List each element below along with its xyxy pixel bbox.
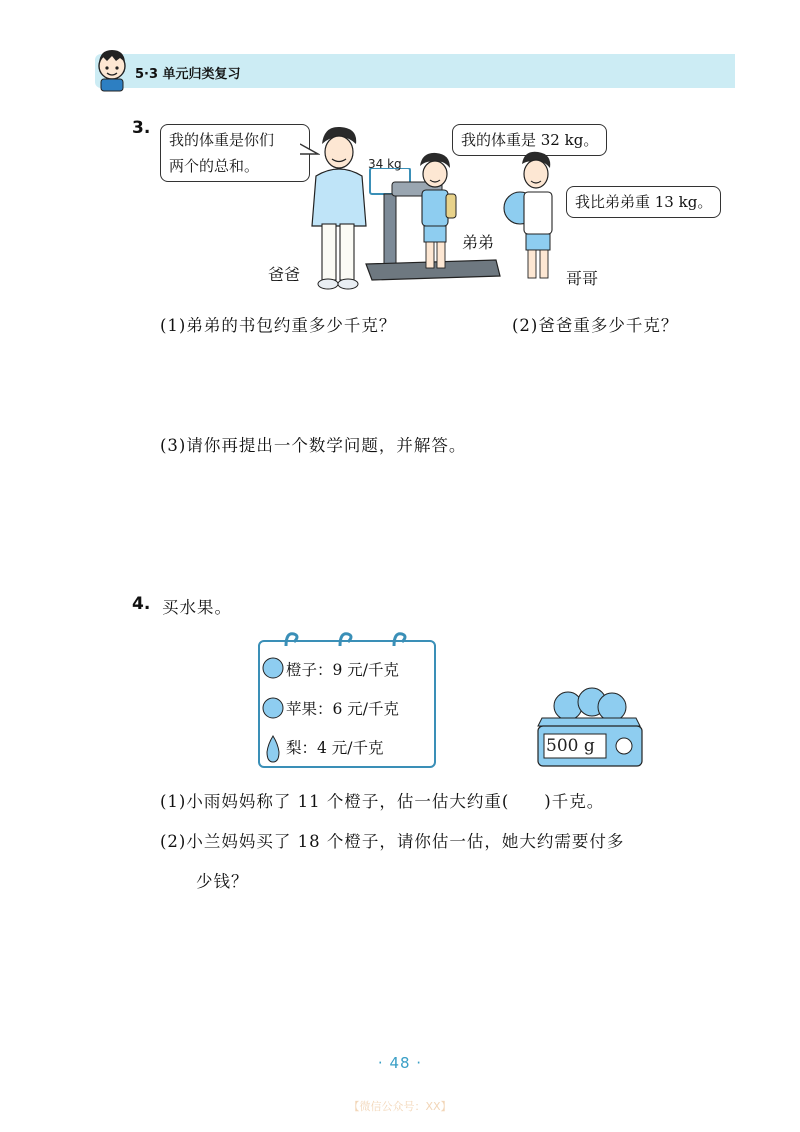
price-orange: 橙子：9 元/千克 bbox=[286, 661, 400, 679]
label-older-brother: 哥哥 bbox=[566, 269, 599, 288]
q3-subquestion-1: (1)弟弟的书包约重多少千克？ bbox=[160, 316, 397, 335]
q3-subquestion-3: (3)请你再提出一个数学问题，并解答。 bbox=[160, 436, 467, 455]
price-apple: 苹果：6 元/千克 bbox=[286, 700, 400, 718]
kitchen-scale-reading: 500 g bbox=[546, 736, 595, 756]
dad-speech-bubble bbox=[160, 124, 310, 182]
pear-icon bbox=[267, 736, 279, 762]
older-brother-speech-bubble: 我比弟弟重 13 kg。 bbox=[566, 186, 721, 218]
label-younger-brother: 弟弟 bbox=[462, 233, 495, 252]
older-brother-figure bbox=[500, 150, 564, 288]
footer-watermark: 【微信公众号：XX】 bbox=[348, 1100, 452, 1113]
younger-brother-figure bbox=[412, 150, 460, 276]
brother-speech-bubble: 我的体重是 32 kg。 bbox=[452, 124, 607, 156]
mascot-icon bbox=[92, 44, 132, 92]
apple-icon bbox=[263, 698, 283, 718]
label-dad: 爸爸 bbox=[268, 265, 301, 284]
price-pear: 梨：4 元/千克 bbox=[286, 739, 384, 757]
q4-title: 买水果。 bbox=[162, 598, 232, 617]
header-title: 5·3 单元归类复习 bbox=[135, 67, 241, 82]
body-scale-reading: 34 kg bbox=[368, 157, 402, 171]
orange-icon bbox=[263, 658, 283, 678]
q4-subquestion-2-line-1: (2)小兰妈妈买了 18 个橙子，请你估一估，她大约需要付多 bbox=[160, 832, 625, 851]
q4-subquestion-2-line-2: 少钱？ bbox=[196, 872, 249, 891]
page-number: · 48 · bbox=[377, 1054, 423, 1072]
card-spiral-rings bbox=[282, 630, 412, 650]
q4-subquestion-1: (1)小雨妈妈称了 11 个橙子，估一估大约重( )千克。 bbox=[160, 792, 605, 811]
question-4-number: 4. bbox=[132, 594, 151, 614]
q3-subquestion-2: (2)爸爸重多少千克？ bbox=[512, 316, 679, 335]
dad-speech-line-2: 两个的总和。 bbox=[169, 157, 260, 175]
question-3-number: 3. bbox=[132, 118, 151, 138]
dad-speech-line-1: 我的体重是你们 bbox=[169, 131, 275, 149]
dad-figure bbox=[308, 124, 370, 292]
fruit-icons bbox=[260, 654, 286, 764]
